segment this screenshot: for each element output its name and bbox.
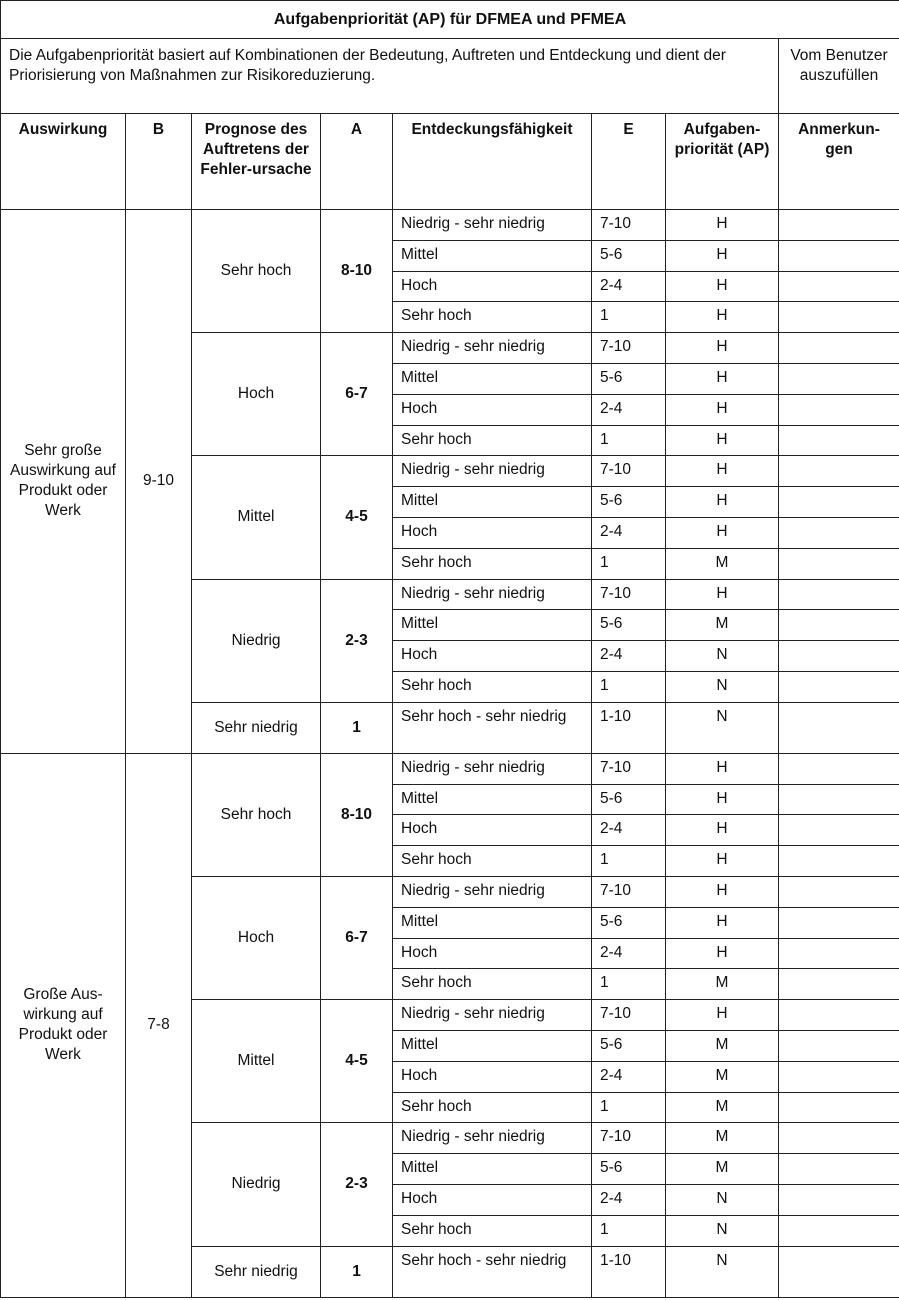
table-title: Aufgabenpriorität (AP) für DFMEA und PFMEA [1,1,899,39]
entdeckung-cell: Niedrig - sehr niedrig [393,1123,592,1154]
e-value-cell: 1 [592,548,666,579]
ap-value-cell: H [666,210,779,241]
anmerkung-cell[interactable] [779,969,899,1000]
anmerkung-cell[interactable] [779,1246,899,1297]
ap-value-cell: H [666,938,779,969]
prognose-cell: Sehr niedrig [192,1246,321,1297]
anmerkung-cell[interactable] [779,1092,899,1123]
e-value-cell: 5-6 [592,1154,666,1185]
ap-value-cell: H [666,394,779,425]
prognose-cell: Hoch [192,333,321,456]
entdeckung-cell: Mittel [393,610,592,641]
auftreten-cell: 1 [321,1246,393,1297]
anmerkung-cell[interactable] [779,1215,899,1246]
anmerkung-cell[interactable] [779,1061,899,1092]
anmerkung-cell[interactable] [779,394,899,425]
e-value-cell: 1 [592,1092,666,1123]
e-value-cell: 7-10 [592,1000,666,1031]
anmerkung-cell[interactable] [779,1154,899,1185]
entdeckung-cell: Niedrig - sehr niedrig [393,579,592,610]
anmerkung-cell[interactable] [779,487,899,518]
entdeckung-cell: Sehr hoch [393,1215,592,1246]
entdeckung-cell: Sehr hoch [393,846,592,877]
header-auswirkung: Auswirkung [1,114,126,210]
e-value-cell: 7-10 [592,456,666,487]
anmerkung-cell[interactable] [779,610,899,641]
e-value-cell: 7-10 [592,579,666,610]
auswirkung-cell: Sehr große Auswirkung auf Produkt oder Werk [1,210,126,754]
anmerkung-cell[interactable] [779,641,899,672]
entdeckung-cell: Mittel [393,1030,592,1061]
entdeckung-cell: Hoch [393,517,592,548]
header-prognose: Prognose des Auftretens der Fehler-ursache [192,114,321,210]
auftreten-cell: 4-5 [321,456,393,579]
ap-value-cell: H [666,302,779,333]
e-value-cell: 1 [592,1215,666,1246]
ap-value-cell: H [666,784,779,815]
anmerkung-cell[interactable] [779,753,899,784]
e-value-cell: 1-10 [592,1246,666,1297]
ap-value-cell: M [666,969,779,1000]
anmerkung-cell[interactable] [779,784,899,815]
e-value-cell: 7-10 [592,333,666,364]
header-anmerkungen: Anmerkun-gen [779,114,899,210]
e-value-cell: 2-4 [592,641,666,672]
ap-value-cell: M [666,610,779,641]
ap-value-cell: H [666,753,779,784]
prognose-cell: Sehr hoch [192,753,321,876]
ap-value-cell: N [666,1184,779,1215]
entdeckung-cell: Mittel [393,784,592,815]
bedeutung-cell: 9-10 [126,210,192,754]
anmerkung-cell[interactable] [779,938,899,969]
e-value-cell: 7-10 [592,753,666,784]
table-description: Die Aufgabenpriorität basiert auf Kombinationen der Bedeutung, Auftreten und Entdeckung und dient der Priorisierung von Maßnahmen zur Risikoreduzierung. [1,39,779,114]
anmerkung-cell[interactable] [779,333,899,364]
ap-value-cell: N [666,1246,779,1297]
prognose-cell: Hoch [192,876,321,999]
ap-value-cell: N [666,1215,779,1246]
entdeckung-cell: Sehr hoch [393,302,592,333]
entdeckung-cell: Mittel [393,907,592,938]
e-value-cell: 7-10 [592,876,666,907]
anmerkung-cell[interactable] [779,1123,899,1154]
prognose-cell: Niedrig [192,579,321,702]
auswirkung-cell: Große Aus-wirkung auf Produkt oder Werk [1,753,126,1297]
entdeckung-cell: Mittel [393,240,592,271]
anmerkung-cell[interactable] [779,579,899,610]
entdeckung-cell: Niedrig - sehr niedrig [393,456,592,487]
anmerkung-cell[interactable] [779,907,899,938]
ap-value-cell: H [666,363,779,394]
anmerkung-cell[interactable] [779,456,899,487]
entdeckung-cell: Sehr hoch [393,969,592,1000]
entdeckung-cell: Sehr hoch [393,671,592,702]
prognose-cell: Sehr niedrig [192,702,321,753]
prognose-cell: Niedrig [192,1123,321,1246]
prognose-cell: Sehr hoch [192,210,321,333]
entdeckung-cell: Sehr hoch - sehr niedrig [393,702,592,753]
e-value-cell: 5-6 [592,784,666,815]
ap-value-cell: H [666,579,779,610]
ap-value-cell: H [666,876,779,907]
ap-value-cell: H [666,487,779,518]
entdeckung-cell: Hoch [393,641,592,672]
entdeckung-cell: Hoch [393,271,592,302]
anmerkung-cell[interactable] [779,425,899,456]
e-value-cell: 5-6 [592,907,666,938]
header-a: A [321,114,393,210]
ap-value-cell: H [666,333,779,364]
anmerkung-cell[interactable] [779,1184,899,1215]
entdeckung-cell: Sehr hoch [393,548,592,579]
auftreten-cell: 2-3 [321,1123,393,1246]
entdeckung-cell: Niedrig - sehr niedrig [393,333,592,364]
e-value-cell: 2-4 [592,271,666,302]
anmerkung-cell[interactable] [779,1000,899,1031]
ap-value-cell: M [666,548,779,579]
auftreten-cell: 4-5 [321,1000,393,1123]
prognose-cell: Mittel [192,456,321,579]
ap-value-cell: H [666,815,779,846]
ap-value-cell: M [666,1092,779,1123]
anmerkung-cell[interactable] [779,210,899,241]
entdeckung-cell: Mittel [393,363,592,394]
entdeckung-cell: Niedrig - sehr niedrig [393,753,592,784]
anmerkung-cell[interactable] [779,702,899,753]
anmerkung-cell[interactable] [779,815,899,846]
auftreten-cell: 6-7 [321,333,393,456]
entdeckung-cell: Hoch [393,1061,592,1092]
e-value-cell: 5-6 [592,240,666,271]
header-e: E [592,114,666,210]
e-value-cell: 1 [592,425,666,456]
auftreten-cell: 8-10 [321,210,393,333]
entdeckung-cell: Mittel [393,487,592,518]
e-value-cell: 5-6 [592,610,666,641]
anmerkung-cell[interactable] [779,846,899,877]
ap-value-cell: M [666,1030,779,1061]
e-value-cell: 2-4 [592,394,666,425]
entdeckung-cell: Hoch [393,815,592,846]
ap-value-cell: H [666,907,779,938]
entdeckung-cell: Niedrig - sehr niedrig [393,210,592,241]
ap-value-cell: H [666,846,779,877]
ap-value-cell: H [666,271,779,302]
e-value-cell: 2-4 [592,815,666,846]
e-value-cell: 2-4 [592,938,666,969]
e-value-cell: 5-6 [592,1030,666,1061]
anmerkung-cell[interactable] [779,302,899,333]
ap-value-cell: H [666,517,779,548]
e-value-cell: 2-4 [592,517,666,548]
anmerkung-cell[interactable] [779,671,899,702]
table-row [1,753,899,784]
table-row [1,210,899,241]
ap-value-cell: H [666,1000,779,1031]
entdeckung-cell: Sehr hoch [393,425,592,456]
ap-value-cell: N [666,702,779,753]
auftreten-cell: 8-10 [321,753,393,876]
e-value-cell: 7-10 [592,210,666,241]
e-value-cell: 2-4 [592,1061,666,1092]
ap-value-cell: N [666,641,779,672]
auftreten-cell: 1 [321,702,393,753]
auftreten-cell: 2-3 [321,579,393,702]
entdeckung-cell: Hoch [393,394,592,425]
anmerkung-cell[interactable] [779,876,899,907]
anmerkung-cell[interactable] [779,240,899,271]
e-value-cell: 1 [592,846,666,877]
e-value-cell: 7-10 [592,1123,666,1154]
ap-value-cell: H [666,425,779,456]
entdeckung-cell: Hoch [393,1184,592,1215]
e-value-cell: 1 [592,969,666,1000]
prognose-cell: Mittel [192,1000,321,1123]
anmerkung-cell[interactable] [779,271,899,302]
ap-value-cell: M [666,1123,779,1154]
ap-value-cell: H [666,456,779,487]
e-value-cell: 1-10 [592,702,666,753]
ap-value-cell: M [666,1061,779,1092]
e-value-cell: 5-6 [592,363,666,394]
auftreten-cell: 6-7 [321,876,393,999]
header-b: B [126,114,192,210]
ap-value-cell: M [666,1154,779,1185]
e-value-cell: 2-4 [592,1184,666,1215]
entdeckung-cell: Niedrig - sehr niedrig [393,1000,592,1031]
anmerkung-cell[interactable] [779,517,899,548]
anmerkung-cell[interactable] [779,1030,899,1061]
entdeckung-cell: Hoch [393,938,592,969]
anmerkung-cell[interactable] [779,363,899,394]
e-value-cell: 1 [592,302,666,333]
ap-value-cell: H [666,240,779,271]
ap-value-cell: N [666,671,779,702]
entdeckung-cell: Sehr hoch [393,1092,592,1123]
anmerkung-cell[interactable] [779,548,899,579]
entdeckung-cell: Mittel [393,1154,592,1185]
entdeckung-cell: Niedrig - sehr niedrig [393,876,592,907]
user-note: Vom Benutzer auszufüllen [779,39,899,114]
e-value-cell: 1 [592,671,666,702]
header-entdeckung: Entdeckungsfähigkeit [393,114,592,210]
header-ap: Aufgaben-priorität (AP) [666,114,779,210]
bedeutung-cell: 7-8 [126,753,192,1297]
entdeckung-cell: Sehr hoch - sehr niedrig [393,1246,592,1297]
e-value-cell: 5-6 [592,487,666,518]
